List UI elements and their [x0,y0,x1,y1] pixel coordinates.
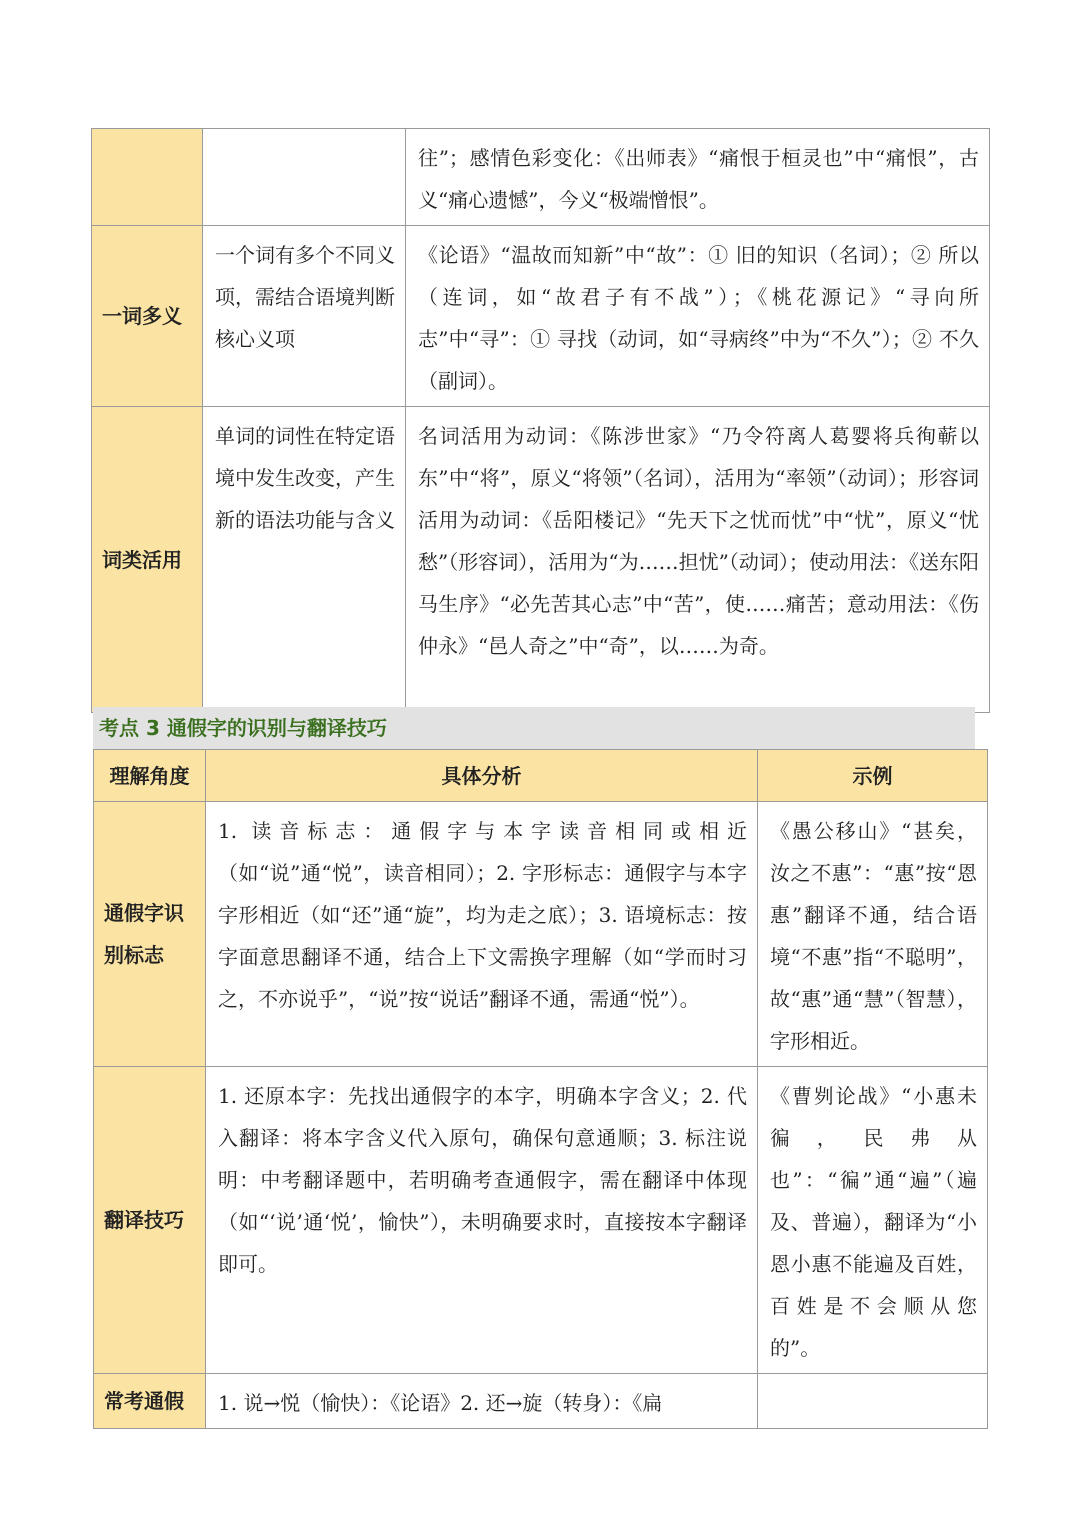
table-row [92,226,990,407]
row-definition: 单词的词性在特定语境中发生改变，产生新的语法功能与含义 [203,407,406,713]
table-row [92,129,990,226]
row-label: 一词多义 [92,226,203,407]
row-example: 《愚公移山》“甚矣，汝之不惠”：“惠”按“恩惠”翻译不通，结合语境“不惠”指“不聪明”，故“惠”通“慧”（智慧），字形相近。 [758,802,988,1067]
row-example: 往”；感情色彩变化：《出师表》“痛恨于桓灵也”中“痛恨”，古义“痛心遗憾”，今义“极端憎恨”。 [406,129,990,226]
column-header: 示例 [758,750,988,802]
table-row [92,407,990,713]
column-header: 理解角度 [94,750,206,802]
tongjia-table [93,749,988,1429]
table-row [94,802,988,1067]
table-row [94,1374,988,1429]
row-label: 常考通假 [94,1374,206,1429]
row-example: 名词活用为动词：《陈涉世家》“乃令符离人葛婴将兵徇蕲以东”中“将”，原义“将领”（名词），活用为“率领”（动词）；形容词活用为动词：《岳阳楼记》“先天下之忧而忧”中“忧”，原义“忧愁”（形容词），活用为“为……担忧”（动词）；使动用法：《送东阳马生序》“必先苦其心志”中“苦”，使……痛苦；意动用法：《伤仲永》“邑人奇之”中“奇”，以……为奇。 [406,407,990,713]
row-label [92,129,203,226]
row-example: 《论语》“温故而知新”中“故”：① 旧的知识（名词）；② 所以（连词，如“故君子有不战”）；《桃花源记》“寻向所志”中“寻”：① 寻找（动词，如“寻病终”中为“不久”）；② 不久（副词）。 [406,226,990,407]
row-analysis: 1. 说→悦（愉快）：《论语》2. 还→旋（转身）：《扁 [206,1374,758,1429]
row-analysis: 1. 读音标志：通假字与本字读音相同或相近（如“说”通“悦”，读音相同）；2. 字形标志：通假字与本字字形相近（如“还”通“旋”，均为走之底）；3. 语境标志：按字面意思翻译不通，结合上下文需换字理解（如“学而时习之，不亦说乎”，“说”按“说话”翻译不通，需通“悦”）。 [206,802,758,1067]
word-meaning-table [91,128,990,713]
section-heading: 考点 3 通假字的识别与翻译技巧 [93,707,975,749]
row-label: 翻译技巧 [94,1067,206,1374]
row-label: 词类活用 [92,407,203,713]
table-row [94,1067,988,1374]
row-definition: 一个词有多个不同义项，需结合语境判断核心义项 [203,226,406,407]
row-analysis: 1. 还原本字：先找出通假字的本字，明确本字含义；2. 代入翻译：将本字含义代入原句，确保句意通顺；3. 标注说明：中考翻译题中，若明确考查通假字，需在翻译中体现（如“‘说’通‘悦’，愉快”），未明确要求时，直接按本字翻译即可。 [206,1067,758,1374]
row-example [758,1374,988,1429]
column-header: 具体分析 [206,750,758,802]
table-header-row [94,750,988,802]
row-example: 《曹刿论战》“小惠未徧，民弗从也”：“徧”通“遍”（遍及、普遍），翻译为“小恩小惠不能遍及百姓，百姓是不会顺从您的”。 [758,1067,988,1374]
row-definition [203,129,406,226]
row-label: 通假字识别标志 [94,802,206,1067]
